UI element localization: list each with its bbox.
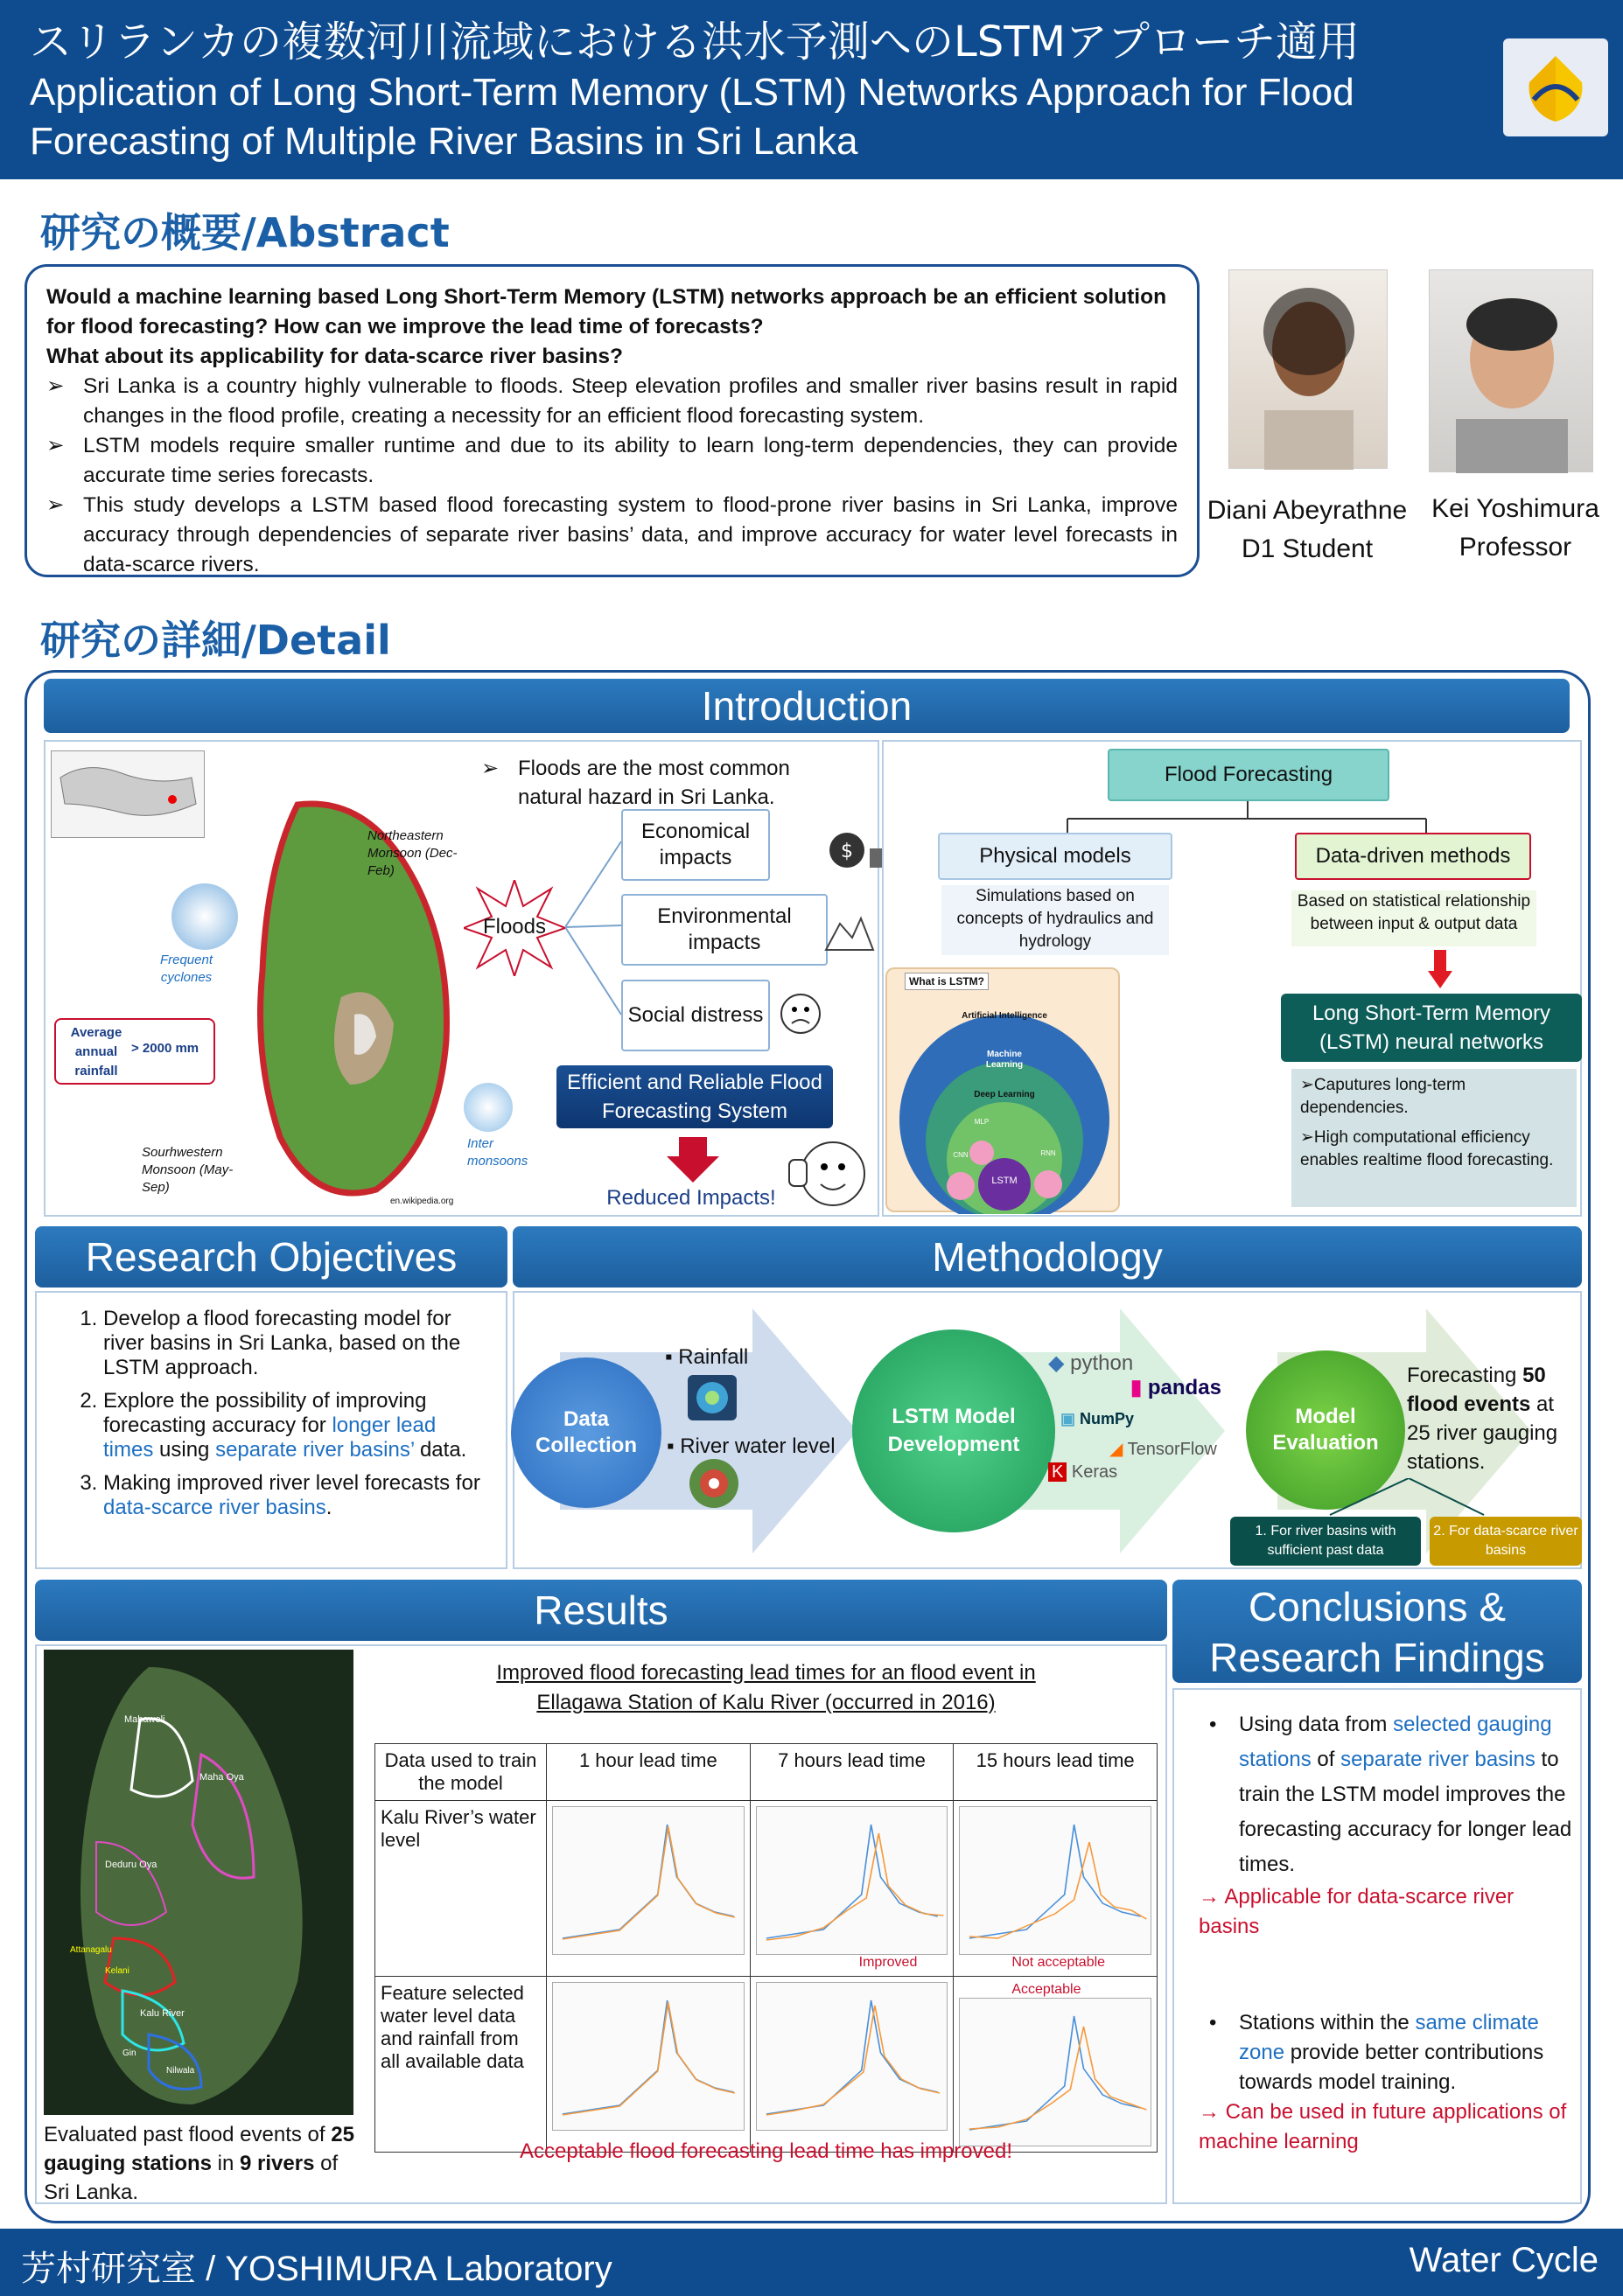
results-table: [374, 1743, 1158, 2153]
data-collection-circle: Data Collection: [511, 1357, 661, 1508]
model-evaluation-circle: Model Evaluation: [1246, 1350, 1405, 1510]
person-name: Kei Yoshimura: [1431, 494, 1599, 523]
ai-label: Artificial Intelligence: [962, 1011, 1047, 1021]
person-role: D1 Student: [1241, 534, 1374, 563]
data-driven-desc: Based on statistical relationship between input & output data: [1291, 890, 1536, 946]
dl-label: Deep Learning: [974, 1090, 1035, 1099]
rainfall-value: > 2000 mm: [131, 1041, 199, 1056]
physical-models-desc: Simulations based on concepts of hydraulics and hydrology: [941, 885, 1169, 955]
improved-label: Improved: [858, 1955, 918, 1970]
abstract-bullet: ➢ Sri Lanka is a country highly vulnerable to floods. Steep elevation profiles and smaller river basins result in rapid changes in the flood profile, creating a necessity for an efficient flood forecasting system.: [46, 372, 1178, 431]
not-acceptable-label: Not acceptable: [1011, 1955, 1106, 1970]
photo-diani: [1228, 269, 1388, 469]
river-label: Attanagalu: [70, 1945, 112, 1955]
conclusion-bullet: [1209, 2008, 1573, 2097]
caption-text: of Sri Lanka.: [44, 2152, 339, 2204]
caption-text: in: [212, 2152, 241, 2175]
person-name: Diani Abeyrathne: [1207, 496, 1408, 525]
abstract-question-2: What about its applicability for data-scarce river basins?: [46, 345, 623, 368]
what-is-lstm-diagram: [885, 967, 1120, 1212]
conclusion-point-2: [1199, 2008, 1573, 2157]
table-header-row: [375, 1744, 1158, 1801]
research-theme: Water Cycle: [1409, 2241, 1599, 2279]
objective-item: [103, 1307, 481, 1380]
conclusion-text: of: [1311, 1748, 1341, 1771]
graph-cell: [547, 1977, 751, 2153]
conclusion-highlight: selected gauging stations: [1239, 1713, 1552, 1771]
evaluation-text: at 25 river gauging stations.: [1407, 1392, 1558, 1474]
mlp-label: MLP: [974, 1118, 990, 1126]
river-label: Mahaweli: [124, 1714, 165, 1725]
acceptable-label: Acceptable: [1011, 1982, 1081, 1997]
column-header: Data used to train the model: [375, 1744, 547, 1801]
objective-text: Making improved river level forecasts for: [103, 1471, 480, 1495]
social-distress-box: Social distress: [621, 980, 770, 1051]
lstm-benefits: [1291, 1069, 1577, 1207]
university-logo: [1503, 38, 1608, 136]
title-english-line-2: Forecasting of Multiple River Basins in Sri Lanka: [30, 120, 858, 163]
economical-impacts-box: Economical impacts: [621, 809, 770, 881]
abstract-question-1: Would a machine learning based Long Short-Term Memory (LSTM) networks approach be an efficient solution for flood forecasting? How can we improve the lead time of forecasts?: [46, 285, 1167, 338]
column-header: 1 hour lead time: [547, 1744, 751, 1801]
results-table-title: [374, 1658, 1158, 1718]
introduction-banner: Introduction: [44, 679, 1570, 733]
forecast-graph: [756, 1982, 948, 2131]
results-conclusion: Acceptable flood forecasting lead time has improved!: [520, 2139, 1012, 2163]
conclusions-banner-line: Research Findings: [1209, 1635, 1545, 1680]
sw-monsoon-label: Sourhwestern Monsoon (May-Sep): [142, 1145, 234, 1195]
map-caption: [44, 2120, 359, 2207]
objective-text: data.: [414, 1438, 467, 1462]
graph-cell: [750, 1801, 954, 1977]
column-header: 15 hours lead time: [954, 1744, 1158, 1801]
case-connectors: [1312, 1478, 1505, 1517]
lab-name: 芳村研究室 / YOSHIMURA Laboratory: [21, 2250, 612, 2288]
ml-label: Machine Learning: [985, 1050, 1024, 1070]
lstm-benefit: ➢Caputures long-term dependencies.: [1300, 1076, 1466, 1117]
reduced-impacts-label: Reduced Impacts!: [606, 1186, 776, 1210]
floods-label: Floods: [482, 915, 547, 939]
data-driven-box: Data-driven methods: [1295, 833, 1531, 880]
person-diani: [1204, 492, 1410, 569]
objectives-list: [70, 1307, 481, 1520]
rainfall-icon: [688, 1375, 737, 1420]
numpy-label: NumPy: [1080, 1410, 1135, 1427]
rainfall-label: Rainfall: [678, 1345, 749, 1369]
lstm-development-circle: LSTM Model Development: [852, 1329, 1055, 1532]
table-row: [375, 1977, 1158, 2153]
objective-item: [103, 1389, 481, 1462]
cyclones-label: Frequent cyclones: [159, 953, 213, 985]
river-label: Gin: [122, 2048, 136, 2058]
forecast-graph: [552, 1806, 745, 1955]
lstm-benefit: ➢High computational efficiency enables realtime flood forecasting.: [1300, 1128, 1554, 1169]
objective-text: .: [325, 1496, 332, 1519]
forecast-graph: [959, 1998, 1151, 2146]
conclusion-text: to train the LSTM model improves the forecasting accuracy for longer lead times.: [1239, 1748, 1572, 1876]
keras-logo: K Keras: [1048, 1462, 1117, 1483]
evaluation-description: [1407, 1361, 1573, 1476]
distress-face-icon: [779, 992, 822, 1036]
person-kei: [1412, 490, 1619, 567]
conclusion-implication: → Applicable for data-scarce river basins: [1199, 1885, 1515, 1938]
river-label: Nilwala: [166, 2066, 195, 2076]
keras-label: Keras: [1071, 1462, 1118, 1482]
pandas-logo: ▮ pandas: [1130, 1376, 1221, 1399]
graph-cell: [547, 1801, 751, 1977]
forecast-graph: [756, 1806, 948, 1955]
flood-forecasting-box: Flood Forecasting: [1108, 749, 1389, 801]
pandas-label: pandas: [1147, 1376, 1221, 1399]
graph-cell: [750, 1977, 954, 2153]
objective-text: using: [153, 1438, 216, 1462]
lstm-box: Long Short-Term Memory (LSTM) neural networks: [1281, 994, 1582, 1062]
thumbs-up-icon: [786, 1134, 873, 1211]
red-down-arrow-icon: [1428, 950, 1452, 988]
column-header: 7 hours lead time: [750, 1744, 954, 1801]
detail-heading: 研究の詳細/Detail: [40, 617, 391, 664]
river-label: Kelani: [105, 1966, 129, 1976]
conclusions-banner: [1172, 1580, 1582, 1683]
python-label: python: [1070, 1351, 1134, 1375]
objective-highlight: data-scarce river basins: [103, 1496, 326, 1519]
row-label: Kalu River’s water level: [375, 1801, 547, 1977]
table-title-line: Improved flood forecasting lead times for an flood event in: [496, 1661, 1036, 1685]
ff-connectors: [980, 801, 1461, 836]
case-sufficient-data: 1. For river basins with sufficient past data: [1230, 1517, 1421, 1566]
cyclone-icon: [171, 883, 238, 950]
down-arrow-icon: [667, 1137, 719, 1183]
water-level-icon: [689, 1459, 738, 1508]
conclusion-text: Using data from: [1239, 1713, 1394, 1736]
objective-item: [103, 1471, 481, 1520]
objectives-banner: Research Objectives: [35, 1226, 507, 1288]
title-english-line-1: Application of Long Short-Term Memory (LSTM) Networks Approach for Flood: [30, 71, 1354, 114]
row-label: Feature selected water level data and rainfall from all available data: [375, 1977, 547, 2153]
caption-highlight: 9 rivers: [240, 2152, 315, 2175]
conclusion-point-1: [1199, 1707, 1573, 1942]
objective-text: Explore the possibility of improving forecasting accuracy for: [103, 1389, 427, 1437]
environmental-impacts-box: Environmental impacts: [621, 894, 828, 966]
flood-fact: [481, 754, 822, 812]
what-is-lstm-label: What is LSTM?: [905, 973, 989, 990]
abstract-bullet: ➢ LSTM models require smaller runtime and due to its ability to learn long-term dependencies, they can provide accurate time series forecasts.: [46, 431, 1178, 491]
evaluation-highlight: 50 flood events: [1407, 1364, 1546, 1416]
map-source: en.wikipedia.org: [390, 1197, 454, 1206]
objective-highlight: longer lead times: [103, 1413, 437, 1462]
forecasting-system-box: Efficient and Reliable Flood Forecasting System: [556, 1065, 833, 1128]
conclusions-banner-line: Conclusions &: [1248, 1584, 1507, 1630]
poster-footer: [0, 2229, 1623, 2296]
conclusion-implication: → Can be used in future applications of machine learning: [1199, 2100, 1567, 2153]
caption-highlight: 25 gauging stations: [44, 2123, 354, 2175]
physical-models-box: Physical models: [938, 833, 1172, 880]
conclusion-highlight: separate river basins: [1340, 1748, 1536, 1771]
inter-monsoon-label: Inter monsoons: [467, 1136, 528, 1169]
photo-kei: [1429, 269, 1593, 472]
tensorflow-label: TensorFlow: [1127, 1440, 1217, 1459]
numpy-logo: ▣ NumPy: [1060, 1410, 1135, 1427]
inter-monsoon-icon: [464, 1083, 513, 1132]
forecast-graph: [959, 1806, 1151, 1955]
world-map-inset: [51, 750, 205, 838]
abstract-box: [24, 264, 1200, 577]
poster-header: [0, 0, 1623, 179]
rainfall-item: ▪ Rainfall: [665, 1345, 749, 1369]
title-japanese: スリランカの複数河川流域における洪水予測へのLSTMアプローチ適用: [30, 17, 1360, 66]
water-level-label: River water level: [680, 1434, 836, 1458]
river-label: Deduru Oya: [105, 1860, 157, 1870]
caption-text: Evaluated past flood events of: [44, 2123, 332, 2146]
table-row: [375, 1801, 1158, 1977]
results-banner: Results: [35, 1580, 1167, 1641]
conclusion-bullet: [1209, 1707, 1573, 1882]
cnn-label: CNN: [953, 1151, 969, 1159]
case-data-scarce: 2. For data-scarce river basins: [1430, 1517, 1582, 1566]
abstract-heading: 研究の概要/Abstract: [40, 209, 450, 256]
tensorflow-logo: ◢ TensorFlow: [1109, 1440, 1217, 1459]
rnn-label: RNN: [1040, 1149, 1056, 1157]
river-label: Kalu River: [140, 2008, 185, 2019]
graph-cell: [954, 1977, 1158, 2153]
river-basins-map: [44, 1650, 353, 2115]
water-level-item: ▪ River water level: [667, 1434, 836, 1458]
rainfall-label: Average annual rainfall: [70, 1025, 122, 1078]
flood-fact-text: Floods are the most common natural hazard in Sri Lanka.: [518, 757, 790, 809]
conclusion-text: Stations within the: [1239, 2011, 1416, 2034]
environment-icon: [822, 906, 875, 955]
bullet-dot-icon: •: [1209, 1713, 1217, 1736]
rainfall-box: [54, 1018, 215, 1085]
objective-highlight: separate river basins’: [215, 1438, 415, 1462]
impact-connectors: [565, 840, 623, 1023]
bullet-dot-icon: •: [1209, 2011, 1217, 2034]
graph-cell: [954, 1801, 1158, 1977]
conclusion-text: provide better contributions towards model training.: [1239, 2041, 1544, 2094]
ne-monsoon-label: Northeastern Monsoon (Dec-Feb): [367, 828, 458, 878]
arrow-bullet-icon: ➢: [481, 757, 500, 780]
evaluation-text: Forecasting: [1407, 1364, 1523, 1387]
conclusion-highlight: same climate zone: [1239, 2011, 1539, 2064]
river-label: Maha Oya: [199, 1772, 244, 1783]
svg-text:$: $: [841, 841, 853, 862]
lstm-circle-label: LSTM: [991, 1176, 1018, 1186]
table-title-line: Ellagawa Station of Kalu River (occurred in 2016): [536, 1691, 996, 1714]
methodology-banner: Methodology: [513, 1226, 1582, 1288]
python-logo: ◆ python: [1048, 1351, 1134, 1375]
floods-burst: [464, 880, 565, 976]
objective-text: Develop a flood forecasting model for river basins in Sri Lanka, based on the LSTM approach.: [103, 1307, 461, 1379]
person-role: Professor: [1459, 533, 1572, 562]
forecast-graph: [552, 1982, 745, 2131]
abstract-bullet: ➢ This study develops a LSTM based flood forecasting system to flood-prone river basins in Sri Lanka, improve accuracy through dependencies of separate river basins’ data, and improve accuracy for water level forecasts in data-scarce rivers.: [46, 491, 1178, 580]
